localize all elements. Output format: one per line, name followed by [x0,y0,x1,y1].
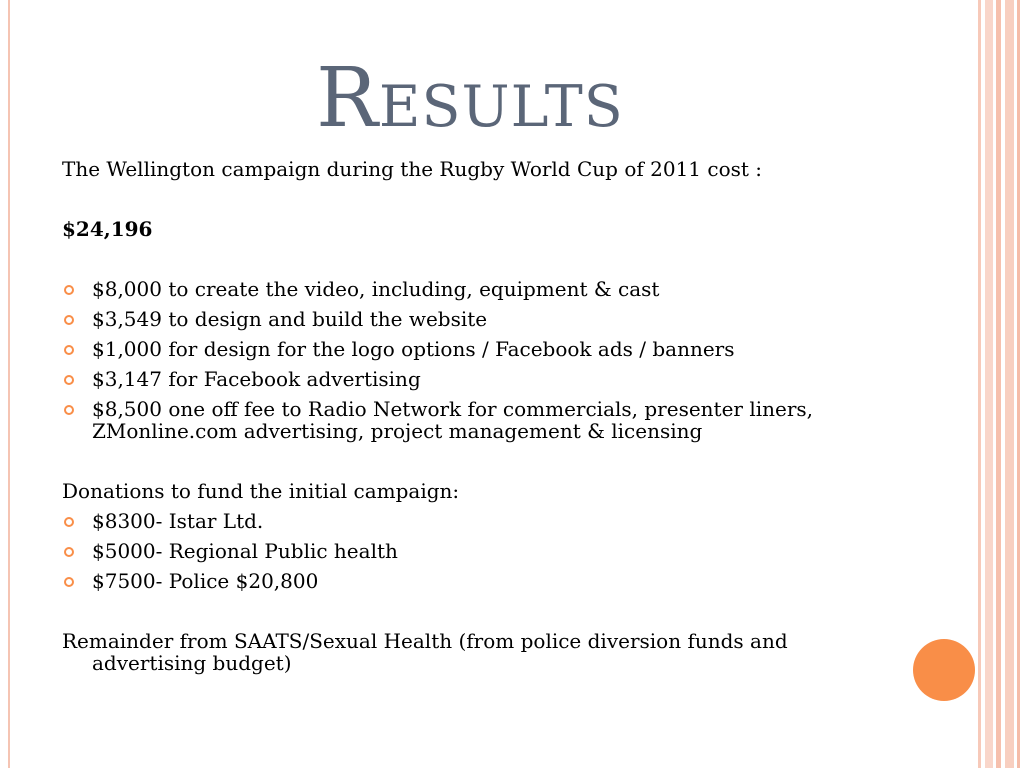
list-item-text: $1,000 for design for the logo options / Facebook ads / banners [92,337,735,361]
right-border-line [1005,0,1014,768]
list-item-text: $8300- Istar Ltd. [92,509,264,533]
list-item-text: $8,000 to create the video, including, equipment & cast [92,277,660,301]
right-border-line [996,0,1001,768]
bullet-icon [64,547,74,557]
total-cost: $24,196 [62,217,153,241]
list-item [62,308,842,330]
donations-label: Donations to fund the initial campaign: [62,479,460,503]
list-item [62,540,842,562]
list-item [62,570,842,592]
list-item-text: $3,549 to design and build the website [92,307,488,331]
bullet-icon [64,517,74,527]
right-border-line [1017,0,1020,768]
bullet-icon [64,375,74,385]
list-item [62,398,842,442]
orange-circle-decoration [913,639,975,701]
list-item [62,338,842,360]
slide-title: Results [316,51,624,146]
list-item [62,368,842,390]
bullet-icon [64,577,74,587]
spacer [62,450,842,480]
cost-breakdown-list [62,278,842,442]
list-item-text: $8,500 one off fee to Radio Network for commercials, presenter liners, ZMonline.com advertising, project management & licensing [92,397,814,443]
list-item-text: $5000- Regional Public health [92,539,398,563]
right-border-line [985,0,993,768]
bullet-icon [64,315,74,325]
slide-body [62,158,842,674]
donations-list [62,510,842,592]
right-border-line [978,0,981,768]
bullet-icon [64,285,74,295]
list-item-text: $3,147 for Facebook advertising [92,367,421,391]
remainder-text: Remainder from SAATS/Sexual Health (from police diversion funds and advertising budget) [62,629,788,675]
list-item [62,278,842,300]
spacer [62,600,842,630]
bullet-icon [64,345,74,355]
list-item [62,510,842,532]
list-item-text: $7500- Police $20,800 [92,569,319,593]
intro-text: The Wellington campaign during the Rugby World Cup of 2011 cost : [62,157,763,181]
bullet-icon [64,405,74,415]
